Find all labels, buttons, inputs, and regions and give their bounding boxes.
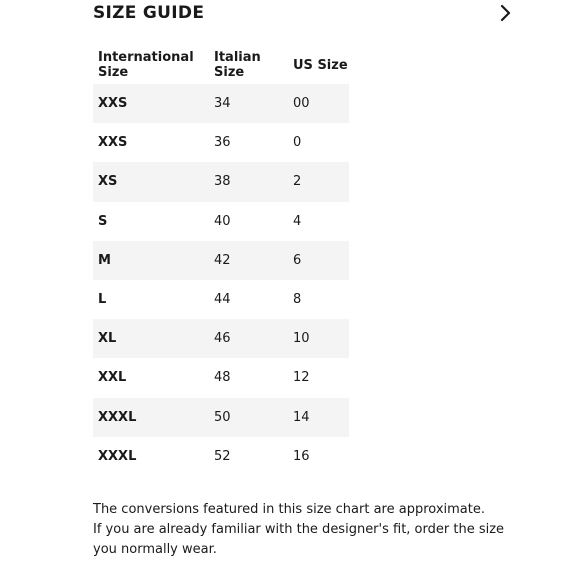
italian-size-cell: 48: [214, 370, 231, 386]
international-size-cell: XL: [98, 331, 117, 347]
table-row: [93, 280, 349, 319]
table-row: [93, 84, 349, 123]
italian-size-cell: 36: [214, 135, 231, 151]
international-size-cell: S: [98, 213, 108, 229]
table-header-row: [93, 46, 349, 84]
table-row: [93, 358, 349, 397]
disclaimer-line-1: The conversions featured in this size chart are approximate.: [93, 502, 485, 517]
italian-size-cell: 44: [214, 292, 231, 308]
international-size-cell: XXS: [98, 96, 128, 112]
us-size-cell: 12: [293, 370, 310, 386]
size-disclaimer: [93, 500, 513, 560]
table-row: [93, 319, 349, 358]
us-size-cell: 0: [293, 135, 302, 151]
page-title: SIZE GUIDE: [93, 3, 205, 23]
column-header-us: US Size: [293, 57, 348, 73]
size-table: [93, 46, 349, 476]
italian-size-cell: 34: [214, 96, 231, 112]
italian-size-cell: 52: [214, 448, 231, 464]
table-row: [93, 162, 349, 201]
us-size-cell: 10: [293, 331, 310, 347]
us-size-cell: 6: [293, 252, 302, 268]
us-size-cell: 00: [293, 96, 310, 112]
international-size-cell: XXS: [98, 135, 128, 151]
international-size-cell: XXXL: [98, 409, 137, 425]
italian-size-cell: 38: [214, 174, 231, 190]
table-row: [93, 398, 349, 437]
italian-size-cell: 50: [214, 409, 231, 425]
us-size-cell: 14: [293, 409, 310, 425]
international-size-cell: XXXL: [98, 448, 137, 464]
column-header-italian: Italian Size: [214, 50, 261, 80]
italian-size-cell: 42: [214, 252, 231, 268]
table-row: [93, 241, 349, 280]
us-size-cell: 4: [293, 213, 302, 229]
size-guide-header: [93, 0, 513, 26]
chevron-right-icon[interactable]: [497, 4, 513, 22]
us-size-cell: 8: [293, 292, 302, 308]
us-size-cell: 16: [293, 448, 310, 464]
italian-size-cell: 46: [214, 331, 231, 347]
us-size-cell: 2: [293, 174, 302, 190]
table-row: [93, 202, 349, 241]
international-size-cell: XXL: [98, 370, 127, 386]
international-size-cell: L: [98, 292, 107, 308]
disclaimer-line-2: If you are already familiar with the designer's fit, order the size you normally wear.: [93, 522, 505, 557]
column-header-international: International Size: [98, 50, 194, 80]
table-row: [93, 437, 349, 476]
chevron-right-icon-svg: [499, 4, 511, 22]
international-size-cell: M: [98, 252, 111, 268]
international-size-cell: XS: [98, 174, 118, 190]
table-row: [93, 123, 349, 162]
italian-size-cell: 40: [214, 213, 231, 229]
